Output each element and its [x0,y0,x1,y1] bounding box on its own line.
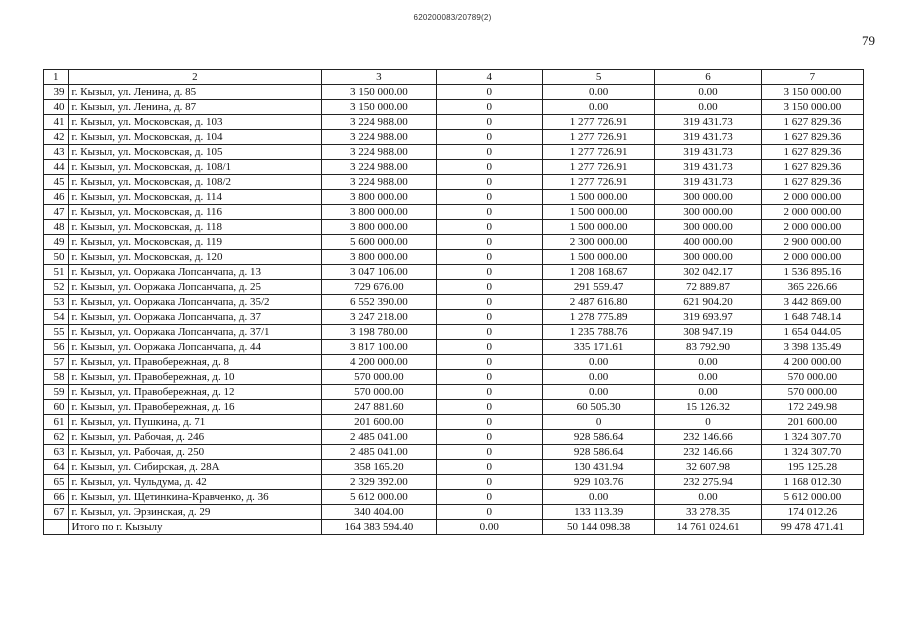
amount-cell: 3 224 988.00 [322,130,437,145]
amount-cell: 365 226.66 [761,280,863,295]
row-number-cell: 42 [44,130,69,145]
amount-cell: 0.00 [655,385,761,400]
row-number-cell: 49 [44,235,69,250]
amount-cell: 130 431.94 [542,460,654,475]
amount-cell: 3 398 135.49 [761,340,863,355]
amount-cell: 929 103.76 [542,475,654,490]
amount-cell: 928 586.64 [542,445,654,460]
address-cell: г. Кызыл, ул. Московская, д. 103 [68,115,322,130]
amount-cell: 319 431.73 [655,175,761,190]
amount-cell: 1 277 726.91 [542,175,654,190]
row-number-cell: 53 [44,295,69,310]
amount-cell: 0 [436,265,542,280]
amount-cell: 0 [436,370,542,385]
address-cell: г. Кызыл, ул. Московская, д. 108/2 [68,175,322,190]
amount-cell: 0 [542,415,654,430]
amount-cell: 1 277 726.91 [542,145,654,160]
amount-cell: 3 800 000.00 [322,205,437,220]
table-row [44,295,864,310]
table-row [44,205,864,220]
amount-cell: 1 278 775.89 [542,310,654,325]
total-row [44,520,864,535]
amount-cell: 1 500 000.00 [542,190,654,205]
amount-cell: 1 500 000.00 [542,250,654,265]
amount-cell: 0 [436,205,542,220]
table-row [44,370,864,385]
table-row [44,235,864,250]
amount-cell: 3 800 000.00 [322,250,437,265]
amount-cell: 232 275.94 [655,475,761,490]
amount-cell: 72 889.87 [655,280,761,295]
table-row [44,460,864,475]
address-cell: г. Кызыл, ул. Московская, д. 114 [68,190,322,205]
housing-register-table [43,69,864,535]
amount-cell: 319 431.73 [655,160,761,175]
address-cell: г. Кызыл, ул. Сибирская, д. 28А [68,460,322,475]
amount-cell: 0.00 [542,370,654,385]
row-number-cell: 56 [44,340,69,355]
address-cell: г. Кызыл, ул. Эрзинская, д. 29 [68,505,322,520]
amount-cell: 2 000 000.00 [761,190,863,205]
amount-cell: 1 277 726.91 [542,130,654,145]
address-cell: г. Кызыл, ул. Московская, д. 118 [68,220,322,235]
address-cell: г. Кызыл, ул. Щетинкина-Кравченко, д. 36 [68,490,322,505]
table-row [44,100,864,115]
column-header: 1 [44,70,69,85]
amount-cell: 0 [436,340,542,355]
amount-cell: 83 792.90 [655,340,761,355]
table-row [44,265,864,280]
amount-cell: 0.00 [542,100,654,115]
amount-cell: 0 [436,145,542,160]
amount-cell: 0.00 [542,490,654,505]
amount-cell: 0.00 [542,385,654,400]
amount-cell: 195 125.28 [761,460,863,475]
amount-cell: 0 [436,310,542,325]
address-cell: г. Кызыл, ул. Правобережная, д. 12 [68,385,322,400]
total-cell: 50 144 098.38 [542,520,654,535]
address-cell: г. Кызыл, ул. Чульдума, д. 42 [68,475,322,490]
row-number-cell: 55 [44,325,69,340]
column-header: 6 [655,70,761,85]
amount-cell: 133 113.39 [542,505,654,520]
amount-cell: 0 [436,130,542,145]
amount-cell: 1 208 168.67 [542,265,654,280]
page-number: 79 [862,33,875,48]
amount-cell: 2 485 041.00 [322,430,437,445]
table-row [44,190,864,205]
amount-cell: 1 500 000.00 [542,220,654,235]
total-cell [44,520,69,535]
amount-cell: 3 198 780.00 [322,325,437,340]
amount-cell: 400 000.00 [655,235,761,250]
amount-cell: 4 200 000.00 [761,355,863,370]
amount-cell: 570 000.00 [322,385,437,400]
amount-cell: 0.00 [655,85,761,100]
row-number-cell: 50 [44,250,69,265]
amount-cell: 300 000.00 [655,220,761,235]
amount-cell: 0 [436,160,542,175]
table-row [44,250,864,265]
column-number-header-row [44,70,864,85]
row-number-cell: 60 [44,400,69,415]
address-cell: г. Кызыл, ул. Ооржака Лопсанчапа, д. 25 [68,280,322,295]
row-number-cell: 57 [44,355,69,370]
amount-cell: 729 676.00 [322,280,437,295]
amount-cell: 0 [436,235,542,250]
column-header: 3 [322,70,437,85]
amount-cell: 5 612 000.00 [761,490,863,505]
amount-cell: 2 000 000.00 [761,205,863,220]
amount-cell: 0 [436,505,542,520]
amount-cell: 2 485 041.00 [322,445,437,460]
table-row [44,415,864,430]
amount-cell: 2 000 000.00 [761,220,863,235]
table-row [44,220,864,235]
amount-cell: 319 431.73 [655,130,761,145]
row-number-cell: 47 [44,205,69,220]
amount-cell: 1 627 829.36 [761,160,863,175]
amount-cell: 0 [436,475,542,490]
row-number-cell: 66 [44,490,69,505]
table-row [44,85,864,100]
amount-cell: 0.00 [655,490,761,505]
amount-cell: 3 150 000.00 [322,100,437,115]
amount-cell: 3 247 218.00 [322,310,437,325]
total-label: Итого по г. Кызылу [68,520,322,535]
table-row [44,145,864,160]
row-number-cell: 48 [44,220,69,235]
amount-cell: 0 [436,490,542,505]
table-row [44,505,864,520]
amount-cell: 0.00 [542,85,654,100]
amount-cell: 232 146.66 [655,430,761,445]
amount-cell: 3 224 988.00 [322,145,437,160]
column-header: 7 [761,70,863,85]
amount-cell: 302 042.17 [655,265,761,280]
amount-cell: 174 012.26 [761,505,863,520]
address-cell: г. Кызыл, ул. Московская, д. 120 [68,250,322,265]
amount-cell: 3 047 106.00 [322,265,437,280]
address-cell: г. Кызыл, ул. Ленина, д. 85 [68,85,322,100]
amount-cell: 0.00 [655,355,761,370]
amount-cell: 319 431.73 [655,145,761,160]
amount-cell: 2 329 392.00 [322,475,437,490]
table-row [44,355,864,370]
table-row [44,385,864,400]
address-cell: г. Кызыл, ул. Московская, д. 119 [68,235,322,250]
amount-cell: 33 278.35 [655,505,761,520]
amount-cell: 32 607.98 [655,460,761,475]
address-cell: г. Кызыл, ул. Пушкина, д. 71 [68,415,322,430]
amount-cell: 3 224 988.00 [322,160,437,175]
amount-cell: 335 171.61 [542,340,654,355]
address-cell: г. Кызыл, ул. Правобережная, д. 8 [68,355,322,370]
amount-cell: 201 600.00 [761,415,863,430]
amount-cell: 2 300 000.00 [542,235,654,250]
table-row [44,325,864,340]
amount-cell: 1 648 748.14 [761,310,863,325]
document-id-stamp: 620200083/20789(2) [413,13,492,22]
amount-cell: 1 500 000.00 [542,205,654,220]
table-row [44,430,864,445]
address-cell: г. Кызыл, ул. Ооржака Лопсанчапа, д. 44 [68,340,322,355]
row-number-cell: 64 [44,460,69,475]
row-number-cell: 65 [44,475,69,490]
table-row [44,475,864,490]
amount-cell: 2 900 000.00 [761,235,863,250]
amount-cell: 0 [436,415,542,430]
amount-cell: 1 627 829.36 [761,175,863,190]
amount-cell: 928 586.64 [542,430,654,445]
column-header: 5 [542,70,654,85]
row-number-cell: 41 [44,115,69,130]
row-number-cell: 43 [44,145,69,160]
amount-cell: 570 000.00 [322,370,437,385]
row-number-cell: 61 [44,415,69,430]
amount-cell: 0 [436,85,542,100]
column-header: 4 [436,70,542,85]
row-number-cell: 59 [44,385,69,400]
amount-cell: 0.00 [655,100,761,115]
amount-cell: 308 947.19 [655,325,761,340]
amount-cell: 319 431.73 [655,115,761,130]
row-number-cell: 58 [44,370,69,385]
address-cell: г. Кызыл, ул. Московская, д. 104 [68,130,322,145]
table-row [44,115,864,130]
amount-cell: 0 [436,220,542,235]
amount-cell: 300 000.00 [655,190,761,205]
amount-cell: 0 [436,400,542,415]
row-number-cell: 46 [44,190,69,205]
amount-cell: 1 235 788.76 [542,325,654,340]
column-header: 2 [68,70,322,85]
amount-cell: 2 000 000.00 [761,250,863,265]
amount-cell: 3 800 000.00 [322,220,437,235]
row-number-cell: 39 [44,85,69,100]
amount-cell: 1 536 895.16 [761,265,863,280]
table-row [44,160,864,175]
amount-cell: 15 126.32 [655,400,761,415]
amount-cell: 3 442 869.00 [761,295,863,310]
amount-cell: 201 600.00 [322,415,437,430]
address-cell: г. Кызыл, ул. Ооржака Лопсанчапа, д. 37 [68,310,322,325]
amount-cell: 0 [436,430,542,445]
amount-cell: 2 487 616.80 [542,295,654,310]
amount-cell: 0 [436,355,542,370]
total-cell: 164 383 594.40 [322,520,437,535]
row-number-cell: 67 [44,505,69,520]
address-cell: г. Кызыл, ул. Ооржака Лопсанчапа, д. 13 [68,265,322,280]
address-cell: г. Кызыл, ул. Правобережная, д. 16 [68,400,322,415]
amount-cell: 5 600 000.00 [322,235,437,250]
amount-cell: 1 168 012.30 [761,475,863,490]
table-row [44,310,864,325]
amount-cell: 340 404.00 [322,505,437,520]
amount-cell: 3 150 000.00 [761,85,863,100]
amount-cell: 232 146.66 [655,445,761,460]
amount-cell: 0 [436,100,542,115]
amount-cell: 0.00 [542,355,654,370]
address-cell: г. Кызыл, ул. Рабочая, д. 246 [68,430,322,445]
amount-cell: 0 [436,385,542,400]
address-cell: г. Кызыл, ул. Рабочая, д. 250 [68,445,322,460]
row-number-cell: 54 [44,310,69,325]
address-cell: г. Кызыл, ул. Ооржака Лопсанчапа, д. 37/1 [68,325,322,340]
address-cell: г. Кызыл, ул. Московская, д. 105 [68,145,322,160]
amount-cell: 0 [655,415,761,430]
amount-cell: 3 800 000.00 [322,190,437,205]
amount-cell: 1 654 044.05 [761,325,863,340]
amount-cell: 0 [436,280,542,295]
amount-cell: 0 [436,250,542,265]
amount-cell: 3 224 988.00 [322,175,437,190]
table-row [44,175,864,190]
row-number-cell: 51 [44,265,69,280]
amount-cell: 0 [436,190,542,205]
amount-cell: 0 [436,325,542,340]
amount-cell: 570 000.00 [761,385,863,400]
row-number-cell: 40 [44,100,69,115]
address-cell: г. Кызыл, ул. Ленина, д. 87 [68,100,322,115]
address-cell: г. Кызыл, ул. Московская, д. 108/1 [68,160,322,175]
amount-cell: 247 881.60 [322,400,437,415]
amount-cell: 3 150 000.00 [761,100,863,115]
address-cell: г. Кызыл, ул. Правобережная, д. 10 [68,370,322,385]
amount-cell: 0 [436,175,542,190]
amount-cell: 300 000.00 [655,250,761,265]
table-row [44,445,864,460]
amount-cell: 0 [436,460,542,475]
amount-cell: 5 612 000.00 [322,490,437,505]
row-number-cell: 44 [44,160,69,175]
table-row [44,400,864,415]
address-cell: г. Кызыл, ул. Ооржака Лопсанчапа, д. 35/2 [68,295,322,310]
amount-cell: 1 627 829.36 [761,130,863,145]
address-cell: г. Кызыл, ул. Московская, д. 116 [68,205,322,220]
row-number-cell: 52 [44,280,69,295]
amount-cell: 1 324 307.70 [761,445,863,460]
amount-cell: 0 [436,295,542,310]
amount-cell: 1 324 307.70 [761,430,863,445]
amount-cell: 0.00 [655,370,761,385]
amount-cell: 1 277 726.91 [542,160,654,175]
row-number-cell: 45 [44,175,69,190]
amount-cell: 3 224 988.00 [322,115,437,130]
amount-cell: 0 [436,115,542,130]
total-cell: 0.00 [436,520,542,535]
amount-cell: 1 627 829.36 [761,115,863,130]
table-row [44,340,864,355]
amount-cell: 319 693.97 [655,310,761,325]
row-number-cell: 62 [44,430,69,445]
amount-cell: 621 904.20 [655,295,761,310]
total-cell: 99 478 471.41 [761,520,863,535]
table-row [44,280,864,295]
table-row [44,130,864,145]
amount-cell: 1 277 726.91 [542,115,654,130]
amount-cell: 172 249.98 [761,400,863,415]
amount-cell: 60 505.30 [542,400,654,415]
amount-cell: 570 000.00 [761,370,863,385]
amount-cell: 3 150 000.00 [322,85,437,100]
table-row [44,490,864,505]
amount-cell: 3 817 100.00 [322,340,437,355]
amount-cell: 300 000.00 [655,205,761,220]
row-number-cell: 63 [44,445,69,460]
amount-cell: 358 165.20 [322,460,437,475]
amount-cell: 6 552 390.00 [322,295,437,310]
amount-cell: 4 200 000.00 [322,355,437,370]
total-cell: 14 761 024.61 [655,520,761,535]
amount-cell: 1 627 829.36 [761,145,863,160]
amount-cell: 0 [436,445,542,460]
amount-cell: 291 559.47 [542,280,654,295]
